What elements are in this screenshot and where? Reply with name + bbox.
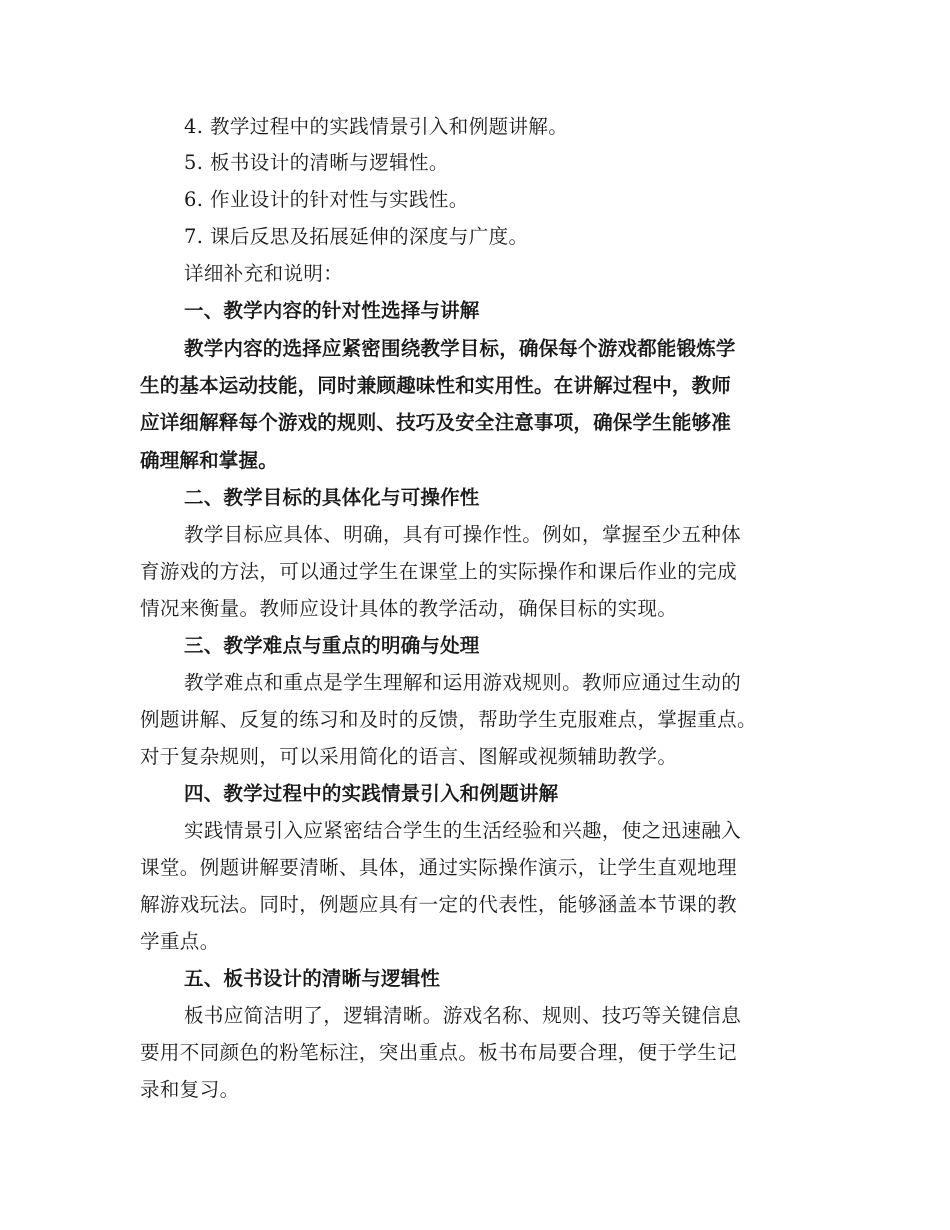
list-item-4: 4. 教学过程中的实践情景引入和例题讲解。 <box>184 115 569 138</box>
section-2-line: 情况来衡量。教师应设计具体的教学活动，确保目标的实现。 <box>140 597 678 620</box>
section-2-heading: 二、教学目标的具体化与可操作性 <box>184 486 480 509</box>
section-3-line: 教学难点和重点是学生理解和运用游戏规则。教师应通过生动的 <box>184 671 742 694</box>
section-5-heading: 五、板书设计的清晰与逻辑性 <box>184 967 441 990</box>
section-5-line: 板书应简洁明了，逻辑清晰。游戏名称、规则、技巧等关键信息 <box>184 1004 742 1027</box>
list-item-6: 6. 作业设计的针对性与实践性。 <box>184 188 469 211</box>
section-2-line: 教学目标应具体、明确，具有可操作性。例如，掌握至少五种体 <box>184 523 742 546</box>
intro-text: 详细补充和说明： <box>184 262 344 285</box>
section-4-line: 课堂。例题讲解要清晰、具体，通过实际操作演示，让学生直观地理 <box>140 856 738 879</box>
section-3-line: 例题讲解、反复的练习和及时的反馈，帮助学生克服难点，掌握重点。 <box>140 708 757 731</box>
section-1-heading: 一、教学内容的针对性选择与讲解 <box>184 299 480 322</box>
section-4-heading: 四、教学过程中的实践情景引入和例题讲解 <box>184 782 559 805</box>
list-item-5: 5. 板书设计的清晰与逻辑性。 <box>184 151 449 174</box>
section-1-line: 确理解和掌握。 <box>140 449 278 472</box>
list-item-7: 7. 课后反思及拓展延伸的深度与广度。 <box>184 225 529 248</box>
section-1-line: 应详细解释每个游戏的规则、技巧及安全注意事项，确保学生能够准 <box>140 411 732 434</box>
section-4-line: 学重点。 <box>140 930 220 953</box>
section-5-line: 录和复习。 <box>140 1078 240 1101</box>
section-1-line: 生的基本运动技能，同时兼顾趣味性和实用性。在讲解过程中，教师 <box>140 374 732 397</box>
section-4-line: 实践情景引入应紧密结合学生的生活经验和兴趣，使之迅速融入 <box>184 819 742 842</box>
section-2-line: 育游戏的方法，可以通过学生在课堂上的实际操作和课后作业的完成 <box>140 560 738 583</box>
section-5-line: 要用不同颜色的粉笔标注，突出重点。板书布局要合理，便于学生记 <box>140 1041 738 1064</box>
section-4-line: 解游戏玩法。同时，例题应具有一定的代表性，能够涵盖本节课的教 <box>140 893 738 916</box>
section-3-heading: 三、教学难点与重点的明确与处理 <box>184 634 480 657</box>
section-1-line: 教学内容的选择应紧密围绕教学目标，确保每个游戏都能锻炼学 <box>184 337 736 360</box>
section-3-line: 对于复杂规则，可以采用简化的语言、图解或视频辅助教学。 <box>140 745 678 768</box>
